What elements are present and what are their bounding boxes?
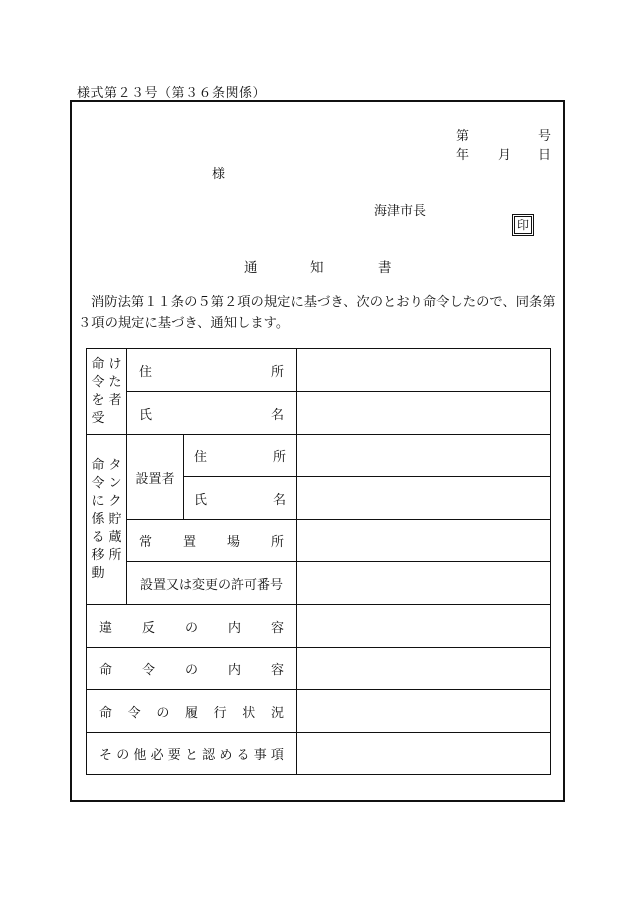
notice-table — [86, 348, 551, 775]
form-number: 様式第２３号（第３６条関係） — [77, 86, 267, 101]
addressee-suffix: 様 — [212, 167, 226, 182]
installer-label: 設置者 — [127, 435, 184, 520]
vcol-left: 命 令 を 受 — [91, 356, 105, 426]
doc-title-3: 書 — [378, 260, 392, 276]
compliance-value[interactable] — [297, 690, 551, 733]
recipient-address-label: 住 所 — [127, 349, 297, 392]
vcol-right: タ ン ク 貯 蔵 所 — [108, 457, 122, 563]
body-text: 消防法第１１条の５第２項の規定に基づき、次のとおり命令したので、同条第３項の規定に基づき、通知します。 — [78, 295, 556, 331]
number-suffix: 号 — [538, 129, 552, 144]
violation-value[interactable] — [297, 605, 551, 648]
compliance-label: 命 令 の 履 行 状 況 — [87, 690, 297, 733]
order-value[interactable] — [297, 648, 551, 690]
vcol-left: 命 令 に 係 る 移 動 — [91, 457, 105, 581]
installer-address-value[interactable] — [297, 435, 551, 477]
violation-label: 違 反 の 内 容 — [87, 605, 297, 648]
location-value[interactable] — [297, 520, 551, 562]
recipient-address-value[interactable] — [297, 349, 551, 392]
doc-title-1: 通 — [244, 260, 258, 276]
installer-name-value[interactable] — [297, 477, 551, 520]
doc-title-2: 知 — [310, 260, 324, 276]
date-year: 年 — [456, 148, 470, 163]
order-label: 命 令 の 内 容 — [87, 648, 297, 690]
seal-mark: 印 — [514, 216, 532, 234]
permit-value[interactable] — [297, 562, 551, 605]
installer-name-label: 氏 名 — [184, 477, 297, 520]
other-value[interactable] — [297, 733, 551, 775]
installer-address-label: 住 所 — [184, 435, 297, 477]
date-month: 月 — [498, 148, 512, 163]
recipient-name-label: 氏 名 — [127, 392, 297, 435]
recipient-group-label — [87, 349, 127, 435]
number-prefix: 第 — [456, 129, 470, 144]
permit-label: 設置又は変更の許可番号 — [127, 562, 297, 605]
issuer-title: 海津市長 — [374, 204, 427, 219]
recipient-name-value[interactable] — [297, 392, 551, 435]
location-label: 常 置 場 所 — [127, 520, 297, 562]
date-day: 日 — [538, 148, 552, 163]
vcol-right: け た 者 — [108, 356, 122, 408]
tank-group-label — [87, 435, 127, 605]
other-label: そ の 他 必 要 と 認 め る 事 項 — [87, 733, 297, 775]
